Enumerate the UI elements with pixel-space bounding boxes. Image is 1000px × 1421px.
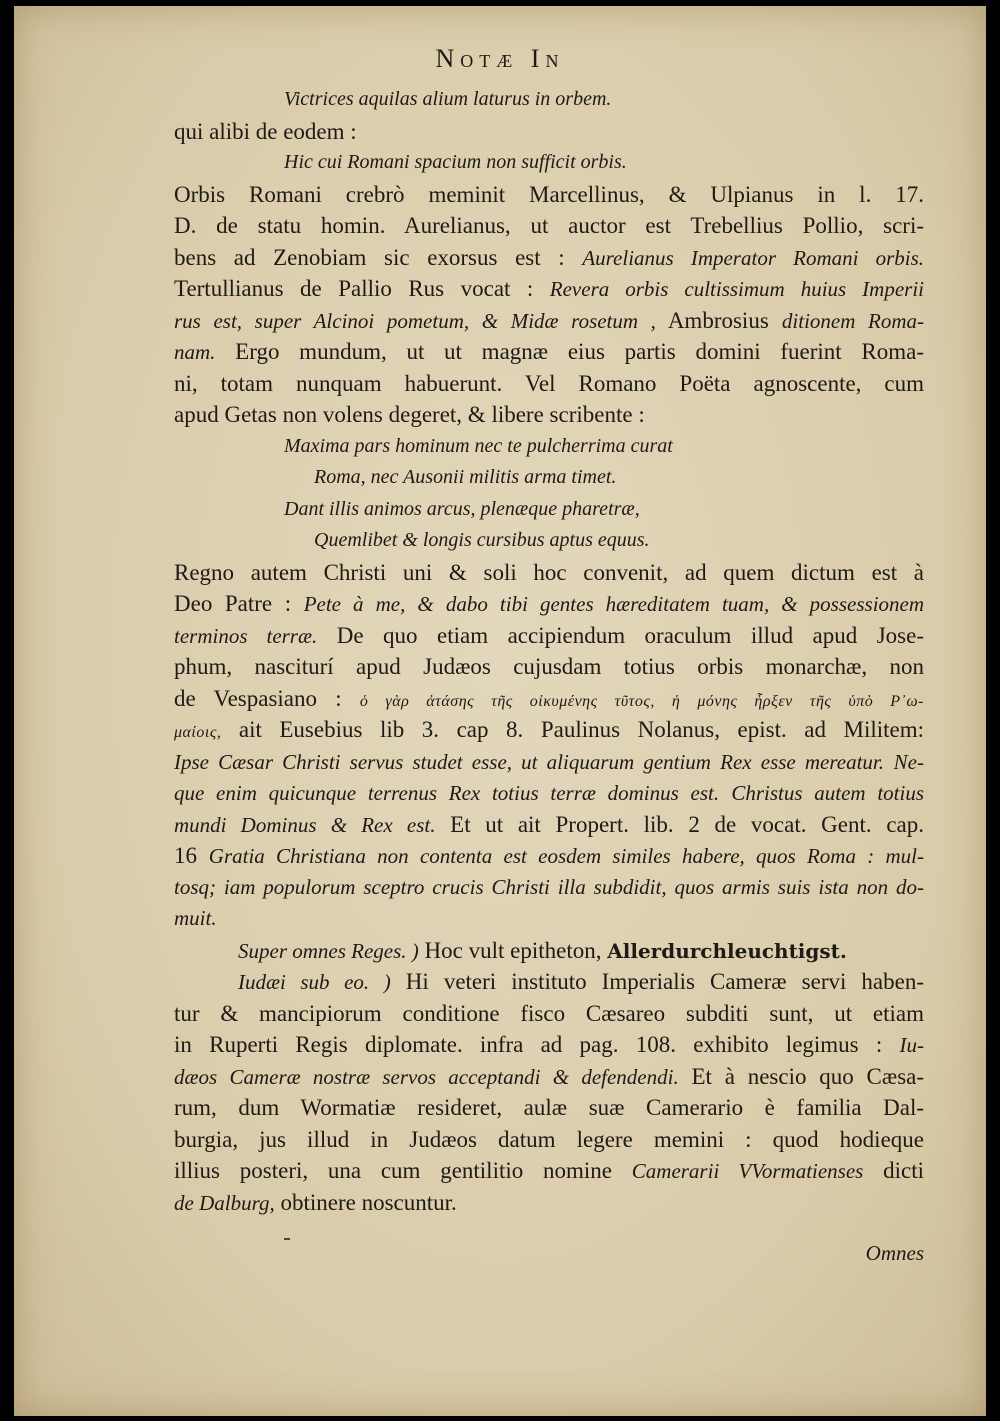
line-part: Deo Patre : (174, 591, 292, 616)
italic-quote: Iu- (899, 1033, 924, 1057)
text-line (174, 1061, 924, 1093)
text-line: qui alibi de eodem : (174, 118, 357, 144)
text-line (174, 746, 924, 778)
line-part: ait Eusebius lib 3. cap 8. Paulinus Nolanus, epist. ad Militem: (238, 717, 924, 742)
line-part: Ambrosius (667, 307, 769, 333)
text-line (174, 1029, 924, 1061)
text-line (174, 966, 924, 998)
text-line (174, 336, 924, 368)
dash-mark (284, 1238, 290, 1240)
catchword (174, 1238, 924, 1270)
text-line (174, 273, 924, 305)
verse-line: Maxima pars hominum nec te pulcherrima curat (284, 434, 673, 457)
line-part: de Vespasiano : (174, 685, 342, 711)
text-line: burgia, jus illud in Judæos datum legere memini : quod hodieque (174, 1126, 924, 1152)
text-line: tosq; iam populorum sceptro crucis Christi illa subdidit, quos armis suis ista non do- (174, 874, 924, 899)
quote-line: Victrices aquilas alium laturus in orbem. (284, 88, 612, 110)
text-line: muit. (174, 906, 217, 930)
verse-line: Dant illis animos arcus, plenæque pharetræ, (284, 497, 640, 520)
running-head: Notæ In (435, 44, 565, 73)
quote-line: Hic cui Romani spacium non sufficit orbis. (284, 151, 627, 173)
text-line (174, 305, 924, 337)
text-line (174, 714, 924, 746)
italic-quote: Ne- (893, 749, 924, 774)
text-line (174, 588, 924, 620)
lemma: Super omnes Reges. ) (238, 938, 419, 963)
text-line (174, 242, 924, 274)
line-part: Hi veteri instituto Imperialis Cameræ servi haben- (405, 969, 924, 994)
text-line: Orbis Romani crebrò meminit Marcellinus, & Ulpianus in l. 17. (174, 181, 924, 207)
line-part: Hoc vult epitheton, (424, 937, 602, 963)
text-line (174, 620, 924, 652)
verse-line: Roma, nec Ausonii militis arma timet. (314, 466, 617, 488)
text-line (174, 809, 924, 841)
line-part: 16 (174, 843, 197, 868)
blackletter-word: Allerdurchleuchtigst. (607, 938, 847, 963)
italic-quote: de Dalburg, (174, 1190, 275, 1215)
line-part: illius posteri, una cum gentilitio nomine (174, 1158, 612, 1183)
text-line: apud Getas non volens degeret, & libere scribente : (174, 402, 645, 427)
greek-quote: μαίοις, (174, 724, 222, 741)
text-line: ni, totam nunquam habuerunt. Vel Romano Poëta agnoscente, cum (174, 370, 924, 396)
italic-quote: Pete à me, & dabo tibi gentes hæreditatem tuam, & possessionem (303, 592, 924, 616)
text-line (174, 840, 924, 872)
text-line: Regno autem Christi uni & soli hoc convenit, ad quem dictum est à (174, 559, 924, 585)
italic-quote: terminos terræ. (174, 623, 318, 648)
text-line (174, 935, 924, 967)
text-line: D. de statu homin. Aurelianus, ut auctor est Trebellius Pollio, scri- (174, 213, 924, 238)
page (14, 6, 986, 1416)
line-part: Et ut ait Propert. lib. 2 de vocat. Gent. cap. (450, 811, 924, 837)
italic-quote: Revera orbis cultissimum huius Imperii (549, 277, 924, 301)
line-part: Et à nescio quo Cæsa- (691, 1063, 924, 1089)
line-part: in Ruperti Regis diplomate. infra ad pag. 108. exhibito legimus : (174, 1032, 883, 1057)
italic-quote: Gratia Christiana non contenta est eosdem similes habere, quos Roma : mul- (208, 844, 924, 868)
italic-quote: Ipse Cæsar Christi servus studet esse, ut aliquarum gentium Rex esse mereatur. (174, 749, 885, 774)
line-part: bens ad Zenobiam sic exorsus est : (174, 244, 565, 270)
text-line: rum, dum Wormatiæ resideret, aulæ suæ Camerario è familia Dal- (174, 1095, 924, 1120)
text-line: tur & mancipiorum conditione fisco Cæsareo subditi sunt, ut etiam (174, 1000, 924, 1026)
verse-line: Quemlibet & longis cursibus aptus equus. (314, 529, 650, 551)
text-line (174, 1187, 924, 1219)
line-part: obtinere noscuntur. (280, 1189, 457, 1215)
line-part: dicti (883, 1158, 924, 1183)
italic-quote: Christus autem totius (731, 781, 924, 805)
greek-quote: ὁ γὰρ ἀτάσης τῆς οἰκυμένης τῦτος, ἡ μόνης ἦρξεν τῆς ὑπὸ Ρ᾿ω- (359, 692, 924, 710)
italic-quote: Camerarii VVormatienses (631, 1159, 864, 1183)
italic-quote: nam. (174, 340, 216, 364)
italic-quote: Aurelianus Imperator Romani orbis. (582, 245, 924, 270)
italic-quote: rus est, super Alcinoi pometum, & Midæ rosetum , (174, 308, 656, 333)
text-line (174, 1155, 924, 1187)
text-line (174, 777, 924, 809)
text-line (174, 683, 924, 715)
text-line: phum, nasciturí apud Judæos cujusdam totius orbis monarchæ, non (174, 654, 924, 679)
line-part: De quo etiam accipiendum oraculum illud apud Jose- (336, 622, 924, 648)
italic-quote: dæos Cameræ nostræ servos acceptandi & defendendi. (174, 1064, 679, 1089)
italic-quote: ditionem Roma- (781, 308, 924, 333)
italic-quote: que enim quicunque terrenus Rex totius terræ dominus est. (174, 781, 720, 805)
body-text (174, 84, 924, 1270)
italic-quote: mundi Dominus & Rex est. (174, 812, 436, 837)
lemma: Iudæi sub eo. ) (238, 970, 391, 994)
line-part: Tertullianus de Pallio Rus vocat : (174, 276, 534, 301)
catchword-text: Omnes (865, 1241, 924, 1265)
line-part: Ergo mundum, ut ut magnæ eius partis domini fuerint Roma- (235, 339, 924, 364)
